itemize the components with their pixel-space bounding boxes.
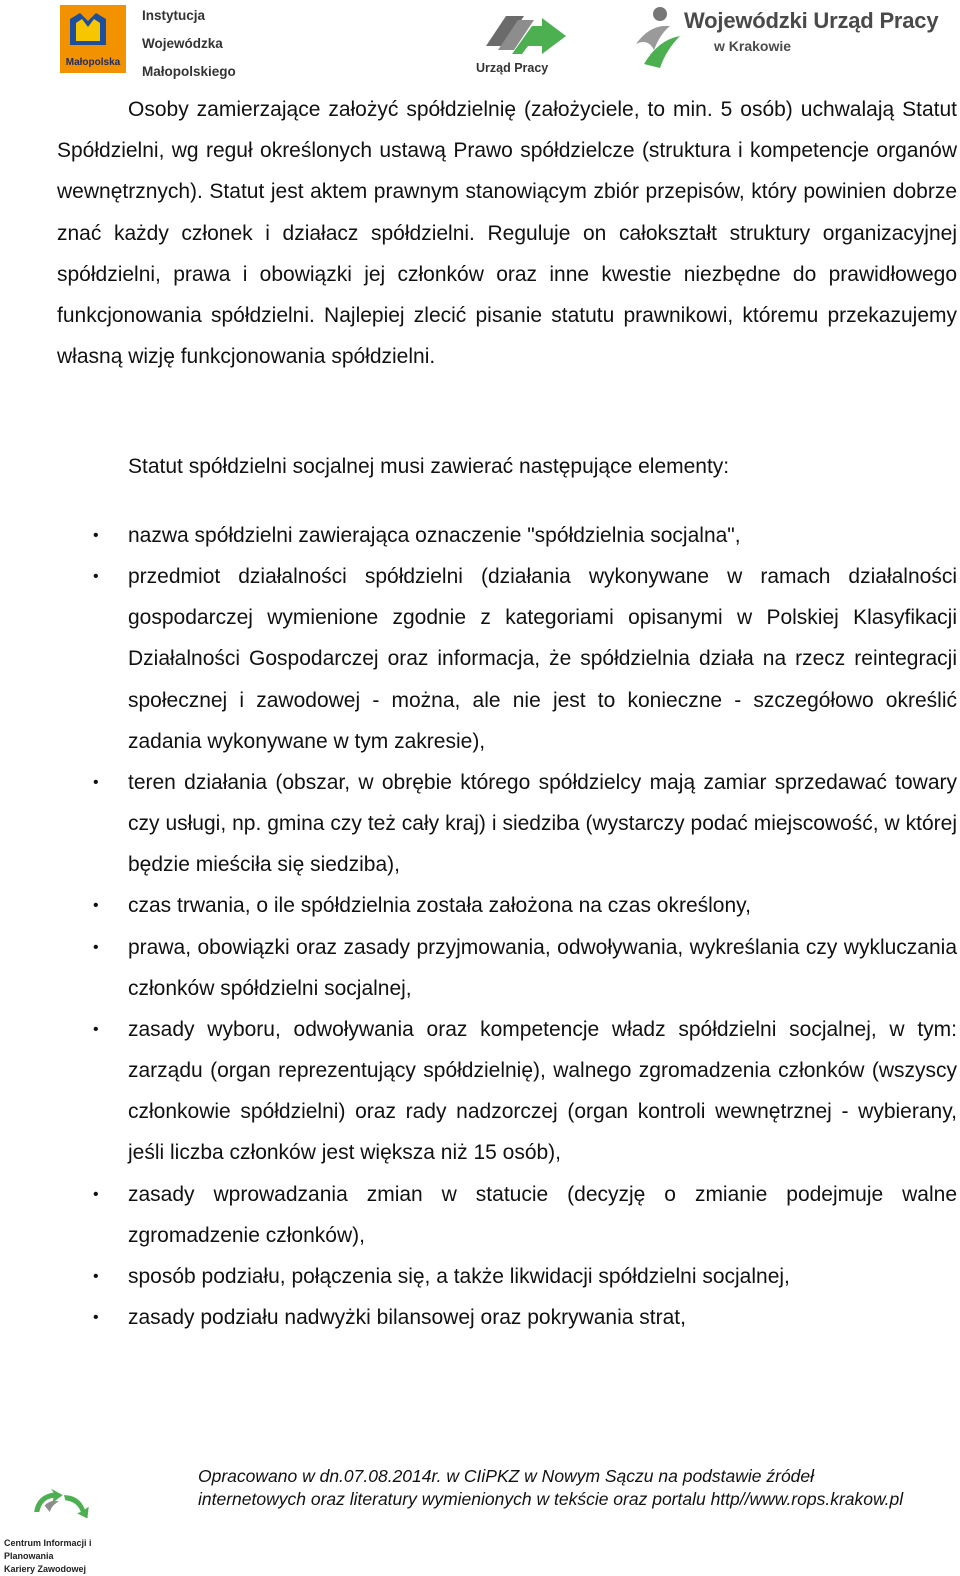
list-item	[57, 762, 957, 885]
urzad-pracy-label: Urząd Pracy	[476, 61, 549, 75]
list-item	[57, 556, 957, 762]
institution-line: Instytucja	[142, 8, 206, 23]
list-item	[57, 927, 957, 1009]
bullet-icon: •	[93, 897, 99, 915]
bullet-icon: •	[93, 1308, 99, 1326]
institution-name	[142, 2, 236, 86]
list-item-text: prawa, obowiązki oraz zasady przyjmowania, odwoływania, wykreślania czy wykluczania członków spółdzielni socjalnej,	[128, 935, 957, 1000]
list-item-text: zasady wyboru, odwoływania oraz kompetencje władz spółdzielni socjalnej, w tym: zarządu (organ reprezentujący spółdzielnię), walnego zgromadzenia członków (wszyscy członkowie spółdzielni) oraz rady nadzorczej (organ kontroli wewnętrznej - wybierany, jeśli liczba członków jest większa niż 15 osób),	[128, 1017, 957, 1165]
list-item	[57, 1174, 957, 1256]
institution-line: Małopolskiego	[142, 64, 236, 79]
list-item-text: sposób podziału, połączenia się, a także likwidacji spółdzielni socjalnej,	[128, 1264, 790, 1288]
wup-subtitle: w Krakowie	[714, 38, 792, 54]
institution-line: Wojewódzka	[142, 36, 223, 51]
bullet-icon: •	[93, 938, 99, 956]
bullet-icon: •	[93, 773, 99, 791]
list-item-text: nazwa spółdzielni zawierająca oznaczenie "spółdzielnia socjalna",	[128, 524, 741, 547]
malopolska-logo-label: Małopolska	[65, 57, 121, 68]
wup-logo	[630, 4, 686, 72]
wup-title: Wojewódzki Urząd Pracy	[684, 8, 939, 33]
malopolska-logo	[60, 5, 126, 73]
list-item	[57, 1009, 957, 1174]
paragraph: Osoby zamierzające założyć spółdzielnię (założyciele, to min. 5 osób) uchwalają Statut Spółdzielni, wg reguł określonych ustawą Prawo spółdzielcze (struktura i kompetencje organów wewnętrznych). Statut jest aktem prawnym stanowiącym zbiór przepisów, który powinien dobrze znać każdy członek i działacz spółdzielni. Reguluje on całokształt struktury organizacyjnej spółdzielni, prawa i obowiązki jej członków oraz inne kwestie niezbędne do prawidłowego funkcjonowania spółdzielni. Najlepiej zlecić pisanie statutu prawnikowi, któremu przekazujemy własną wizję funkcjonowania spółdzielni.	[57, 98, 957, 369]
bullet-icon: •	[93, 1185, 99, 1203]
list-item	[57, 1256, 957, 1297]
list-item-text: czas trwania, o ile spółdzielnia została założona na czas określony,	[128, 894, 751, 918]
ciipkz-logo-line: Centrum Informacji i Planowania	[4, 1538, 92, 1561]
statute-elements-list	[57, 515, 957, 1338]
bullet-icon: •	[93, 1020, 99, 1038]
list-item-text: przedmiot działalności spółdzielni (działania wykonywane w ramach działalności gospodarczej wymienione zgodnie z kategoriami opisanymi w Polskiej Klasyfikacji Działalności Gospodarczej oraz informacja, że spółdzielnia działa na rzecz reintegracji społecznej i zawodowej - można, ale nie jest to konieczne - szczegółowo określić zadania wykonywane w tym zakresie),	[128, 565, 957, 753]
ciipkz-logo-text	[4, 1537, 126, 1576]
list-item-text: zasady podziału nadwyżki bilansowej oraz pokrywania strat,	[128, 1305, 686, 1329]
list-item	[57, 515, 957, 556]
page-header	[0, 0, 960, 80]
list-item	[57, 1297, 957, 1338]
bullet-icon: •	[93, 568, 99, 586]
intro-paragraph-block	[57, 89, 957, 377]
list-item-text: teren działania (obszar, w obrębie którego spółdzielcy mają zamiar sprzedawać towary czy usługi, np. gmina czy też cały kraj) i siedziba (wystarczy podać miejscowość, w której będzie mieściła się siedziba),	[128, 770, 957, 877]
bullet-icon: •	[93, 1267, 99, 1285]
ciipkz-logo	[4, 1486, 124, 1538]
list-item	[57, 885, 957, 926]
bullet-icon: •	[93, 527, 99, 544]
list-intro: Statut spółdzielni socjalnej musi zawierać następujące elementy:	[128, 455, 730, 478]
list-item-text: zasady wprowadzania zmian w statucie (decyzję o zmianie podejmuje walne zgromadzenie członków),	[128, 1182, 957, 1247]
footer-note: Opracowano w dn.07.08.2014r. w CIiPKZ w Nowym Sączu na podstawie źródeł internetowych oraz literatury wymienionych w tekście oraz portalu http//www.rops.krakow.pl	[198, 1466, 904, 1510]
ciipkz-logo-line: Kariery Zawodowej	[4, 1564, 87, 1574]
